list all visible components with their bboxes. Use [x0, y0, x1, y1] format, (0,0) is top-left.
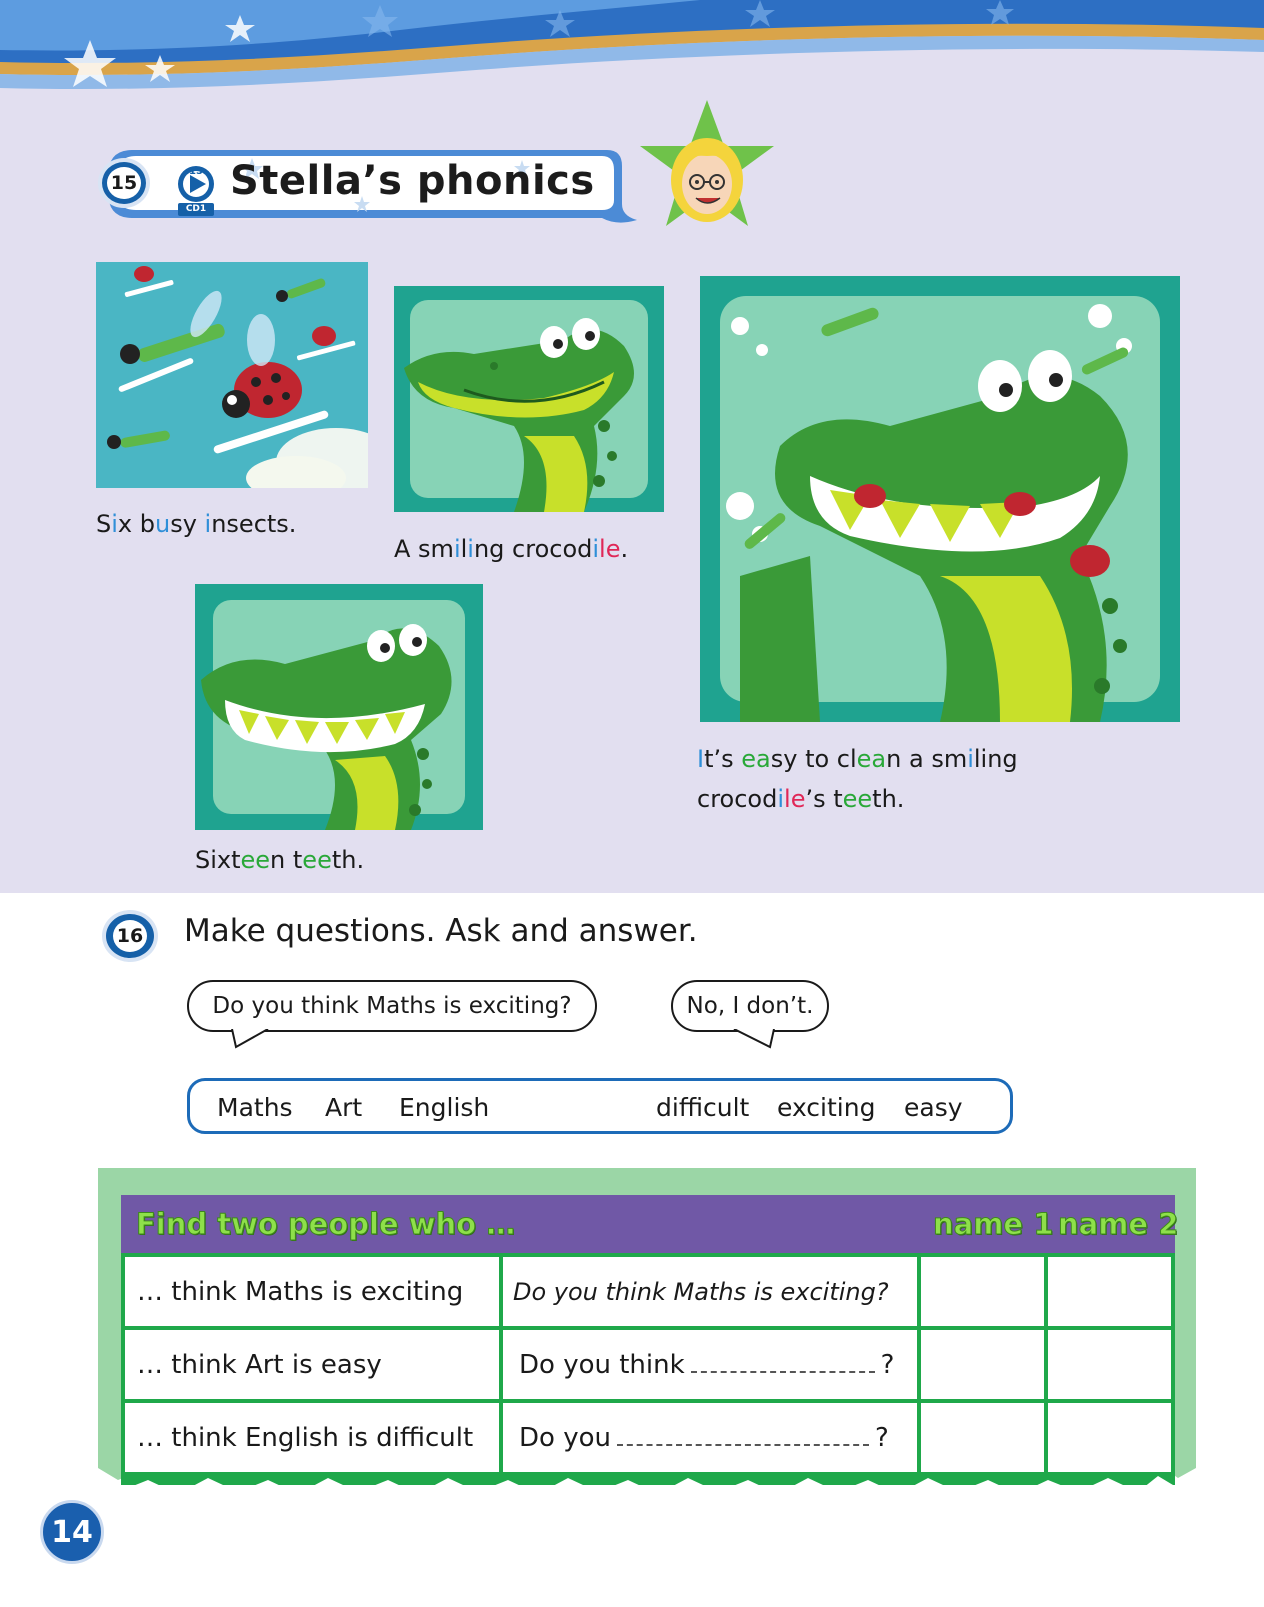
- caption-clean-teeth: [697, 739, 1018, 819]
- table-row-1-name2[interactable]: [1048, 1257, 1171, 1326]
- speech-bubble-answer-tail: [730, 1029, 780, 1049]
- page-number: 14: [40, 1500, 104, 1564]
- word-maths: Maths: [217, 1093, 293, 1122]
- table-header-name1: name 1: [933, 1207, 1054, 1241]
- word-easy: easy: [904, 1093, 963, 1122]
- table-row-2-question-end: ?: [880, 1349, 895, 1380]
- table-row-2-name1[interactable]: [921, 1330, 1044, 1399]
- table-row-3-question-start: Do you: [519, 1422, 611, 1453]
- table-row-1-question: Do you think Maths is exciting?: [503, 1257, 917, 1326]
- table-row-1-name1[interactable]: [921, 1257, 1044, 1326]
- torn-paper-edge: [98, 1470, 1196, 1510]
- table-row-2-question-start: Do you think: [519, 1349, 685, 1380]
- table-row-3-question: [503, 1403, 917, 1472]
- table-row-2-name2[interactable]: [1048, 1330, 1171, 1399]
- table-row-2-prompt: … think Art is easy: [125, 1330, 499, 1399]
- speech-bubble-question: Do you think Maths is exciting?: [187, 980, 597, 1032]
- table-header-title: Find two people who …: [136, 1207, 516, 1241]
- page-title: Stella’s phonics: [230, 158, 595, 204]
- busy-insects-picture: [96, 262, 368, 488]
- cd-track-number: 15: [189, 166, 203, 177]
- word-box: [187, 1078, 1013, 1134]
- table-row-1-prompt: … think Maths is exciting: [125, 1257, 499, 1326]
- activity-instruction: Make questions. Ask and answer.: [184, 913, 698, 949]
- table-row-3-name1[interactable]: [921, 1403, 1044, 1472]
- table-row-3-question-end: ?: [874, 1422, 889, 1453]
- table-header-name2: name 2: [1058, 1207, 1179, 1241]
- table-row-3-prompt: … think English is difficult: [125, 1403, 499, 1472]
- smiling-crocodile-picture: [394, 286, 664, 512]
- section-15-badge: [98, 158, 150, 208]
- word-english: English: [399, 1093, 490, 1122]
- section-16-badge: [102, 910, 158, 962]
- stella-avatar: [636, 96, 778, 238]
- word-art: Art: [325, 1093, 363, 1122]
- header-wave-decoration: [0, 0, 1264, 110]
- crocodile-teeth-cleaning-picture: [700, 276, 1180, 722]
- cd-label: CD1: [178, 203, 214, 216]
- table-row-2-question: [503, 1330, 917, 1399]
- speech-bubble-answer: No, I don’t.: [671, 980, 829, 1032]
- section-15-number: 15: [107, 167, 141, 199]
- caption-sixteen-teeth: Sixteen teeth.: [195, 846, 365, 874]
- table-row-3-name2[interactable]: [1048, 1403, 1171, 1472]
- speech-bubble-question-tail: [228, 1029, 278, 1049]
- caption-smiling-crocodile: A smiling crocodile.: [394, 535, 629, 563]
- table-row-3-blank[interactable]: [617, 1430, 869, 1446]
- sixteen-teeth-picture: [195, 584, 483, 830]
- word-exciting: exciting: [777, 1093, 876, 1122]
- caption-clean-teeth-line2: crocodile’s teeth.: [697, 785, 905, 813]
- section-16-number: 16: [113, 920, 147, 952]
- caption-busy-insects: Six busy insects.: [96, 510, 297, 538]
- table-row-2-blank[interactable]: [691, 1357, 875, 1373]
- caption-clean-teeth-line1: It’s easy to clean a smiling: [697, 745, 1018, 773]
- word-difficult: difficult: [656, 1093, 750, 1122]
